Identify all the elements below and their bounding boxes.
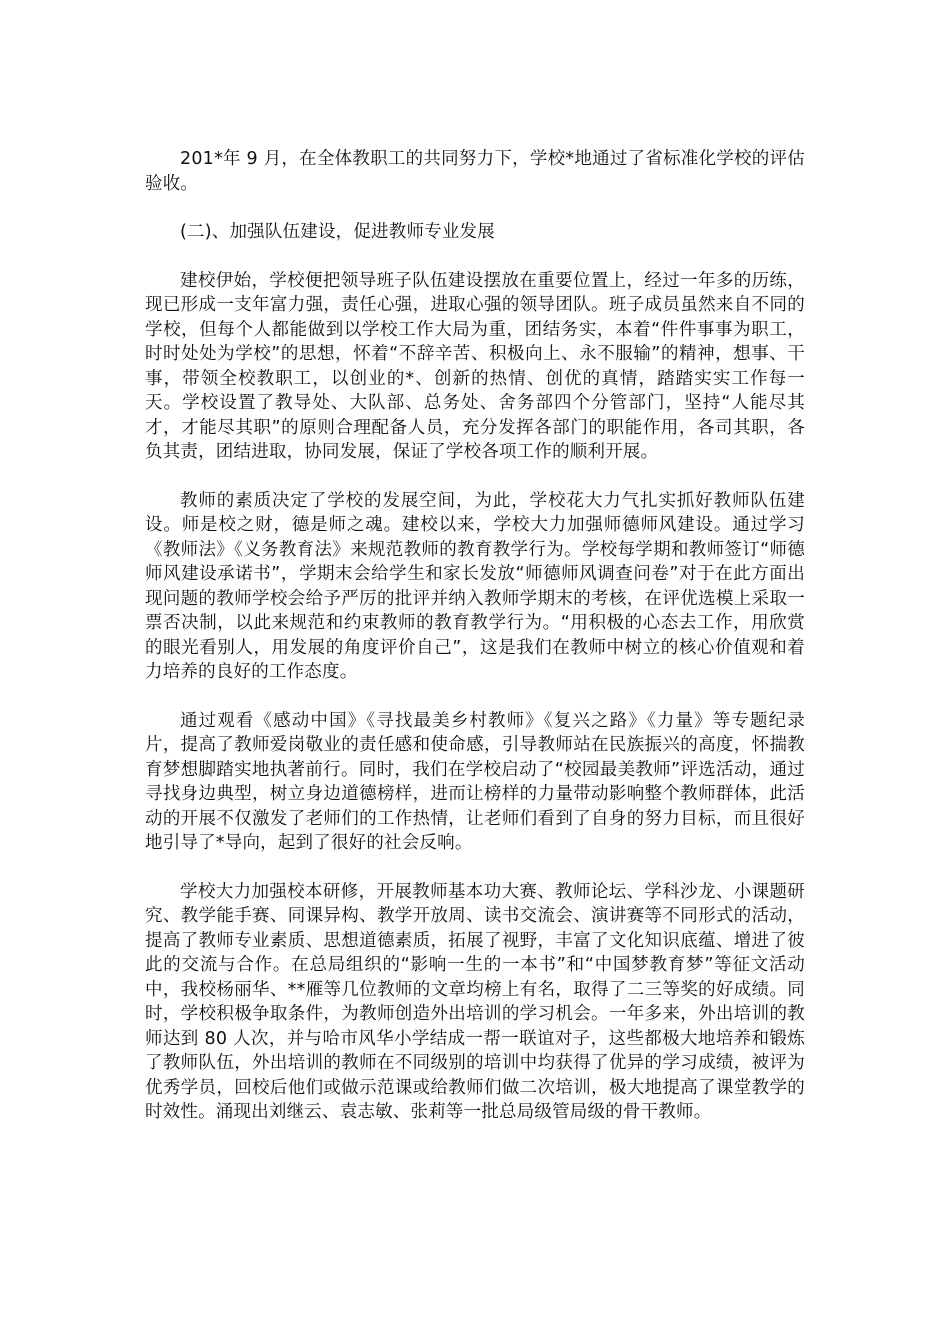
paragraph-evaluation: 201*年 9 月，在全体教职工的共同努力下，学校*地通过了省标准化学校的评估验收。 [145, 149, 805, 194]
paragraph-teacher-ethics: 教师的素质决定了学校的发展空间，为此，学校花大力气扎实抓好教师队伍建设。师是校之财，德是师之魂。建校以来，学校大力加强师德师风建设。通过学习《教师法》《义务教育法》来规范教师的教育教学行为。学校每学期和教师签订“师德师风建设承诺书”，学期末会给学生和家长发放“师德师风调查问卷”对于在此方面出现问题的教师学校会给予严厉的批评并纳入教师学期末的考核，在评优选模上采取一票否决制，以此来规范和约束教师的教育教学行为。“用积极的心态去工作，用欣赏的眼光看别人，用发展的角度评价自己”，这是我们在教师中树立的核心价值观和着力培养的良好的工作态度。 [145, 490, 805, 682]
section-heading: (二)、加强队伍建设，促进教师专业发展 [180, 222, 495, 242]
paragraph-documentaries: 通过观看《感动中国》《寻找最美乡村教师》《复兴之路》《力量》等专题纪录片，提高了教师爱岗敬业的责任感和使命感，引导教师站在民族振兴的高度，怀揣教育梦想脚踏实地执著前行。同时，我们在学校启动了“校园最美教师”评选活动，通过寻找身边典型，树立身边道德榜样，进而让榜样的力量带动影响整个教师群体，此活动的开展不仅激发了老师们的工作热情，让老师们看到了自身的努力目标，而且很好地引导了*导向，起到了很好的社会反响。 [145, 710, 805, 853]
paragraph-leadership: 建校伊始，学校便把领导班子队伍建设摆放在重要位置上，经过一年多的历练，现已形成一支年富力强，责任心强，进取心强的领导团队。班子成员虽然来自不同的学校，但每个人都能做到以学校工作大局为重，团结务实，本着“件件事事为职工，时时处处为学校”的思想，怀着“不辞辛苦、积极向上、永不服输”的精神，想事、干事，带领全校教职工，以创业的*、创新的热情、创优的真情，踏踏实实工作每一天。学校设置了教导处、大队部、总务处、舍务部四个分管部门，坚持“人能尽其才，才能尽其职”的原则合理配备人员，充分发挥各部门的职能作用，各司其职，各负其责，团结进取，协同发展，保证了学校各项工作的顺利开展。 [145, 270, 805, 462]
document-body [145, 147, 805, 1149]
paragraph-training: 学校大力加强校本研修，开展教师基本功大赛、教师论坛、学科沙龙、小课题研究、教学能手赛、同课异构、教学开放周、读书交流会、演讲赛等不同形式的活动，提高了教师专业素质、思想道德素质，拓展了视野，丰富了文化知识底蕴、增进了彼此的交流与合作。在总局组织的“影响一生的一本书”和“中国梦教育梦”等征文活动中，我校杨丽华、**雁等几位教师的文章均榜上有名，取得了二三等奖的好成绩。同时，学校积极争取条件，为教师创造外出培训的学习机会。一年多来，外出培训的教师达到 80 人次，并与哈市风华小学结成一帮一联谊对子，这些都极大地培养和锻炼了教师队伍，外出培训的教师在不同级别的培训中均获得了优异的学习成绩，被评为优秀学员，回校后他们或做示范课或给教师们做二次培训，极大地提高了课堂教学的时效性。涌现出刘继云、袁志敏、张莉等一批总局级管局级的骨干教师。 [145, 881, 805, 1122]
